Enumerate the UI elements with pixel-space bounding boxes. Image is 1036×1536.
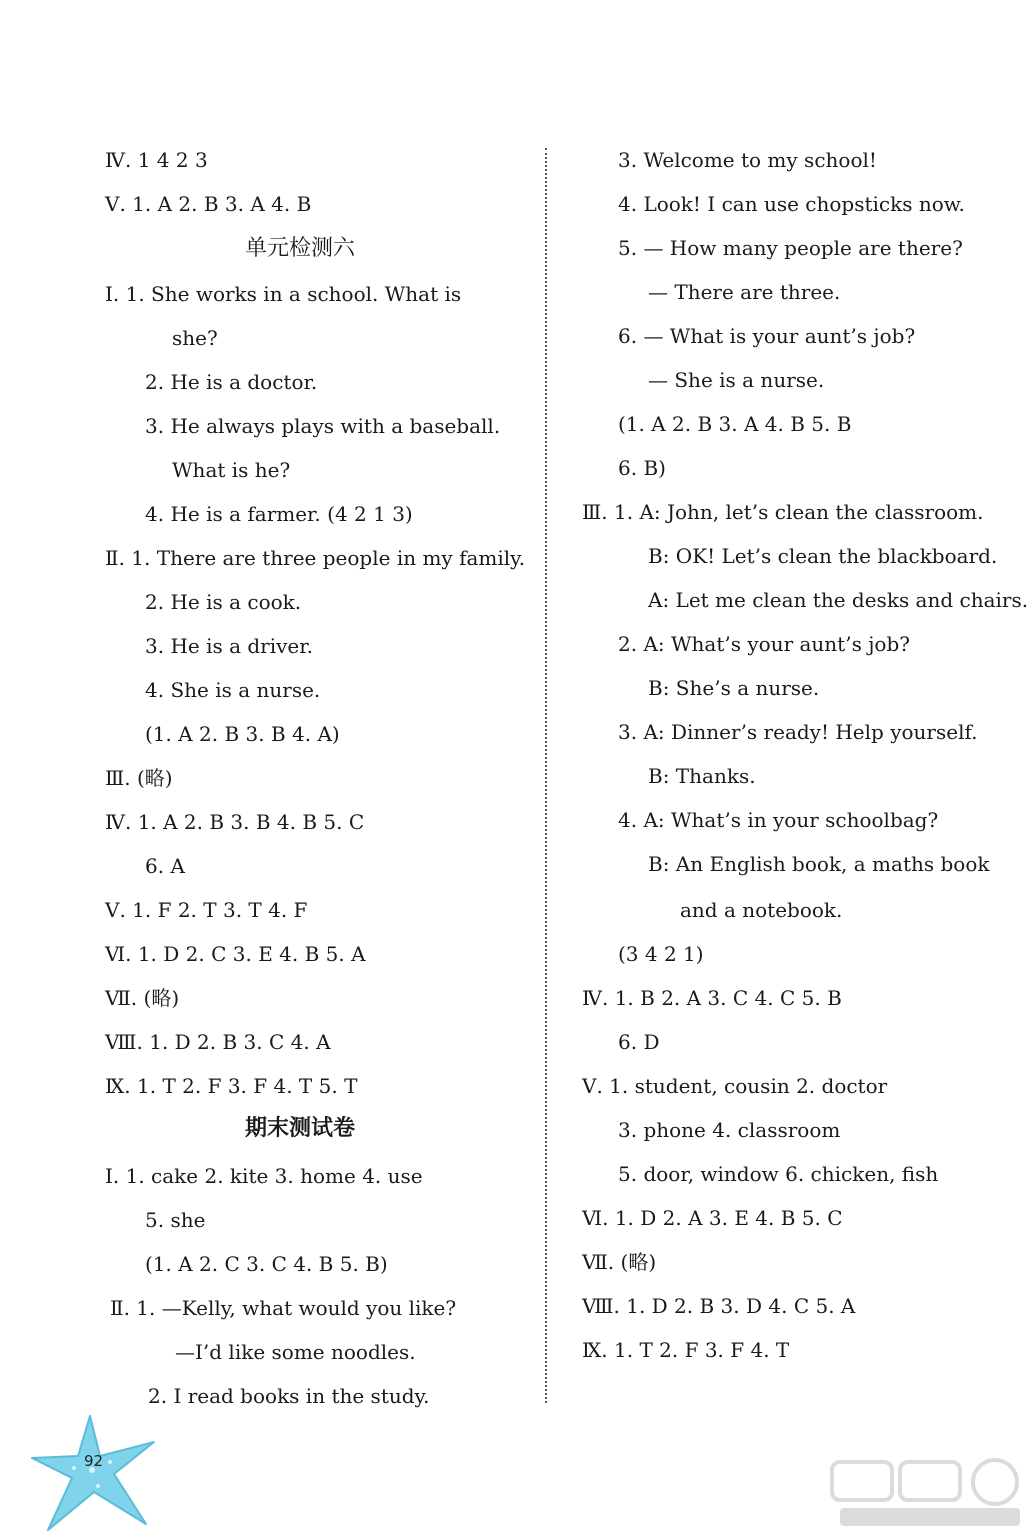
answer-line: 4. Look! I can use chopsticks now. bbox=[618, 192, 965, 216]
answer-line: she? bbox=[172, 326, 218, 350]
answer-line: Ⅱ. 1. There are three people in my family. bbox=[105, 546, 526, 570]
answer-line: 3. He always plays with a baseball. bbox=[145, 414, 501, 438]
answer-line: B: An English book, a maths book bbox=[648, 852, 990, 876]
answer-line: 4. He is a farmer. (4 2 1 3) bbox=[145, 502, 413, 526]
answer-line: 3. phone 4. classroom bbox=[618, 1118, 841, 1142]
answer-line: (1. A 2. B 3. A 4. B 5. B bbox=[618, 412, 852, 436]
column-divider bbox=[545, 148, 547, 1403]
answer-line: 2. He is a cook. bbox=[145, 590, 302, 614]
watermark-logo bbox=[830, 1458, 1030, 1530]
answer-line: Ⅳ. 1. A 2. B 3. B 4. B 5. C bbox=[105, 810, 365, 834]
answer-line: Ⅵ. 1. D 2. A 3. E 4. B 5. C bbox=[582, 1206, 843, 1230]
answer-line: 4. A: What’s in your schoolbag? bbox=[618, 808, 939, 832]
answer-line: Ⅸ. 1. T 2. F 3. F 4. T 5. T bbox=[105, 1074, 358, 1098]
answer-line: 6. D bbox=[618, 1030, 660, 1054]
answer-line: 2. A: What’s your aunt’s job? bbox=[618, 632, 910, 656]
answer-line: Ⅷ. 1. D 2. B 3. C 4. A bbox=[105, 1030, 331, 1054]
answer-line: Ⅶ. (略) bbox=[105, 986, 180, 1010]
answer-line: 5. door, window 6. chicken, fish bbox=[618, 1162, 939, 1186]
answer-line: — She is a nurse. bbox=[648, 368, 825, 392]
answer-line: 2. I read books in the study. bbox=[148, 1384, 430, 1408]
answer-line: B: OK! Let’s clean the blackboard. bbox=[648, 544, 998, 568]
answer-line: Ⅲ. 1. A: John, let’s clean the classroom. bbox=[582, 500, 984, 524]
answer-line: 5. — How many people are there? bbox=[618, 236, 963, 260]
answer-line: Ⅵ. 1. D 2. C 3. E 4. B 5. A bbox=[105, 942, 366, 966]
answer-line: and a notebook. bbox=[680, 898, 843, 922]
answer-line: Ⅴ. 1. student, cousin 2. doctor bbox=[582, 1074, 888, 1098]
answer-line: 3. He is a driver. bbox=[145, 634, 313, 658]
answer-line: What is he? bbox=[172, 458, 291, 482]
answer-line: A: Let me clean the desks and chairs. bbox=[648, 588, 1029, 612]
answer-line: Ⅰ. 1. cake 2. kite 3. home 4. use bbox=[105, 1164, 423, 1188]
answer-line: — There are three. bbox=[648, 280, 841, 304]
answer-line: 3. Welcome to my school! bbox=[618, 148, 877, 172]
answer-line: 6. B) bbox=[618, 456, 666, 480]
answer-line: Ⅶ. (略) bbox=[582, 1250, 657, 1274]
section-heading: 单元检测六 bbox=[245, 236, 356, 261]
answer-line: 3. A: Dinner’s ready! Help yourself. bbox=[618, 720, 978, 744]
answer-line: Ⅲ. (略) bbox=[105, 766, 173, 790]
answer-line: (1. A 2. B 3. B 4. A) bbox=[145, 722, 340, 746]
answer-line: —I’d like some noodles. bbox=[175, 1340, 416, 1364]
answer-line: Ⅷ. 1. D 2. B 3. D 4. C 5. A bbox=[582, 1294, 856, 1318]
answer-line: 6. — What is your aunt’s job? bbox=[618, 324, 916, 348]
answer-line: 5. she bbox=[145, 1208, 206, 1232]
answer-line: Ⅳ. 1. B 2. A 3. C 4. C 5. B bbox=[582, 986, 842, 1010]
answer-line: Ⅴ. 1. A 2. B 3. A 4. B bbox=[105, 192, 312, 216]
answer-line: Ⅸ. 1. T 2. F 3. F 4. T bbox=[582, 1338, 790, 1362]
answer-line: Ⅱ. 1. —Kelly, what would you like? bbox=[110, 1296, 457, 1320]
answer-line: (3 4 2 1) bbox=[618, 942, 704, 966]
section-heading: 期末测试卷 bbox=[245, 1116, 356, 1141]
answer-line: 4. She is a nurse. bbox=[145, 678, 321, 702]
answer-line: (1. A 2. C 3. C 4. B 5. B) bbox=[145, 1252, 388, 1276]
answer-line: 2. He is a doctor. bbox=[145, 370, 318, 394]
answer-line: Ⅰ. 1. She works in a school. What is bbox=[105, 282, 462, 306]
page-number: 92 bbox=[84, 1452, 104, 1470]
answer-line: B: Thanks. bbox=[648, 764, 756, 788]
answer-line: Ⅴ. 1. F 2. T 3. T 4. F bbox=[105, 898, 308, 922]
starfish-icon bbox=[28, 1412, 158, 1532]
answer-line: 6. A bbox=[145, 854, 185, 878]
answer-line: Ⅳ. 1 4 2 3 bbox=[105, 148, 208, 172]
answer-line: B: She’s a nurse. bbox=[648, 676, 820, 700]
